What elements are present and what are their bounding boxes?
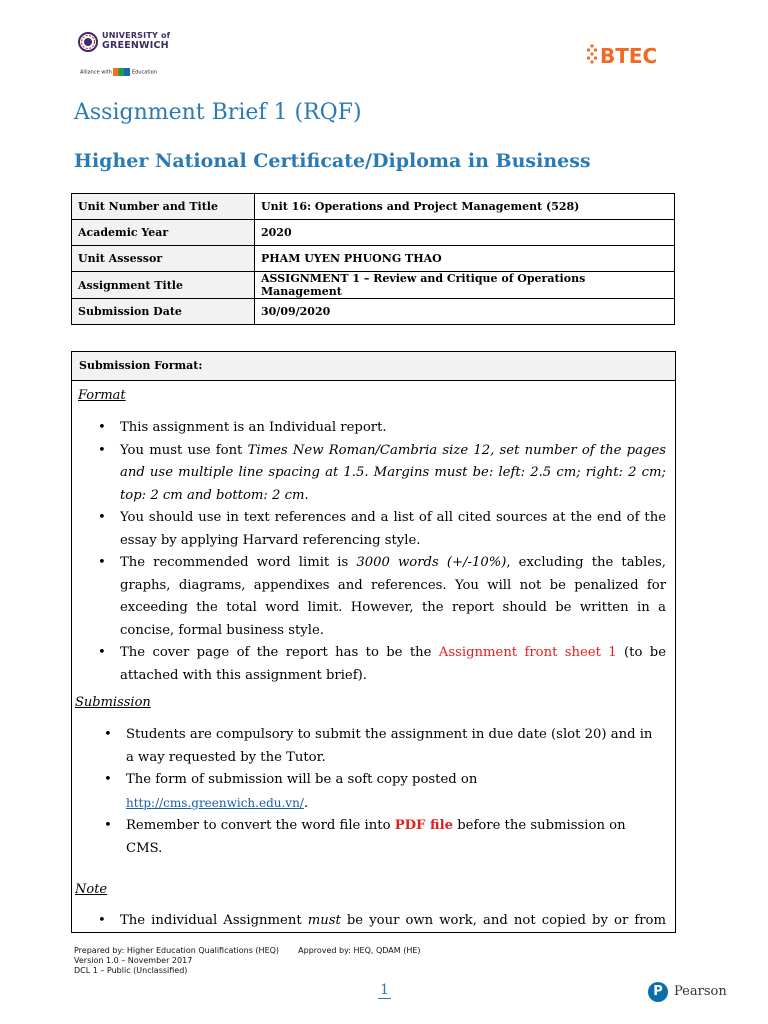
row-label: Unit Number and Title bbox=[72, 194, 255, 220]
footer-line-1 bbox=[74, 946, 421, 956]
submission-format-header: Submission Format: bbox=[72, 352, 675, 381]
row-value: 2020 bbox=[255, 220, 675, 246]
dcl-line: DCL 1 – Public (Unclassified) bbox=[74, 966, 188, 975]
list-item bbox=[94, 440, 666, 508]
pearson-wordmark: Pearson bbox=[674, 984, 727, 999]
list-item bbox=[94, 417, 666, 440]
submission-heading: Submission bbox=[75, 695, 151, 710]
format-item-3: You should use in text references and a list of all cited sources at the end of the essay by applying Harvard referencing style. bbox=[120, 510, 666, 548]
cms-link[interactable]: http://cms.greenwich.edu.vn/ bbox=[126, 795, 304, 810]
note-item-1-italic: must bbox=[307, 913, 341, 928]
page-number: 1 bbox=[380, 982, 389, 998]
list-item bbox=[100, 769, 660, 815]
submission-item-1: Students are compulsory to submit the assignment in due date (slot 20) and in a way requested by the Tutor. bbox=[126, 727, 653, 765]
university-name-line2: GREENWICH bbox=[102, 40, 169, 51]
list-item bbox=[100, 724, 660, 769]
row-label: Submission Date bbox=[72, 299, 255, 325]
prepared-by: Prepared by: Higher Education Qualifications (HEQ) bbox=[74, 946, 280, 955]
row-value: ASSIGNMENT 1 – Review and Critique of Operations Management bbox=[255, 272, 675, 299]
programme-title: Higher National Certificate/Diploma in Business bbox=[74, 150, 591, 172]
format-item-2-pre: You must use font bbox=[120, 442, 248, 458]
submission-list bbox=[100, 724, 660, 860]
note-item-1-pre: The individual Assignment bbox=[120, 913, 308, 928]
note-list bbox=[94, 910, 666, 933]
table-row bbox=[72, 194, 675, 220]
submission-item-2-post: . bbox=[303, 795, 309, 811]
row-value: Unit 16: Operations and Project Management (528) bbox=[255, 194, 675, 220]
alliance-text bbox=[80, 68, 157, 76]
submission-item-3-post: before the submission on CMS. bbox=[126, 818, 626, 856]
list-item bbox=[94, 642, 666, 687]
university-name-line1: UNIVERSITY of bbox=[102, 31, 171, 40]
list-item bbox=[94, 507, 666, 552]
approved-by: Approved by: HEQ, QDAM (HE) bbox=[298, 946, 421, 955]
footer-info bbox=[74, 946, 421, 976]
list-item bbox=[100, 815, 660, 860]
row-value: 30/09/2020 bbox=[255, 299, 675, 325]
format-item-1: This assignment is an Individual report. bbox=[120, 420, 387, 435]
format-item-4-post: , excluding the tables, graphs, diagrams, appendixes and references. You will not be penalized for exceeding the total word limit. However, the report should be written in a concise, formal business style. bbox=[120, 555, 666, 638]
format-list bbox=[94, 417, 666, 687]
table-row bbox=[72, 220, 675, 246]
format-item-4-pre: The recommended word limit is bbox=[120, 555, 357, 570]
page-title: Assignment Brief 1 (RQF) bbox=[74, 100, 362, 125]
format-item-5-post: (to be attached with this assignment brief). bbox=[120, 645, 666, 683]
alliance-post: Education bbox=[132, 69, 157, 76]
submission-item-2-pre: The form of submission will be a soft copy posted on bbox=[126, 772, 478, 787]
note-heading: Note bbox=[75, 882, 108, 897]
format-item-5-pre: The cover page of the report has to be the bbox=[120, 645, 439, 660]
table-row bbox=[72, 246, 675, 272]
submission-item-3-pre: Remember to convert the word file into bbox=[126, 818, 395, 833]
btec-logo: BTEC bbox=[600, 44, 658, 68]
note-item-1-post: be your own work, and not copied by or from bbox=[340, 913, 666, 928]
format-heading: Format bbox=[78, 388, 126, 403]
pdf-file-highlight: PDF file bbox=[394, 818, 453, 833]
table-row bbox=[72, 272, 675, 299]
list-item bbox=[94, 910, 666, 933]
assignment-front-sheet-highlight: Assignment front sheet 1 bbox=[438, 645, 617, 660]
btec-dots-icon bbox=[586, 43, 598, 65]
university-crest-icon bbox=[78, 32, 98, 52]
row-value: PHAM UYEN PHUONG THAO bbox=[255, 246, 675, 272]
alliance-pre: Alliance with bbox=[80, 69, 112, 76]
unit-info-table bbox=[71, 193, 675, 325]
row-label: Academic Year bbox=[72, 220, 255, 246]
format-item-4-italic: 3000 words (+/-10%) bbox=[356, 555, 507, 570]
university-logo bbox=[78, 30, 173, 78]
table-row bbox=[72, 299, 675, 325]
list-item bbox=[94, 552, 666, 642]
format-item-2-italic: Times New Roman/Cambria size 12, set number of the pages and use multiple line spacing at 1.5. Margins must be: left: 2.5 cm; right: 2 cm; top: 2 cm and bottom: 2 cm. bbox=[120, 442, 666, 503]
pearson-p-icon: P bbox=[648, 982, 668, 1002]
version-line: Version 1.0 – November 2017 bbox=[74, 956, 193, 965]
row-label: Unit Assessor bbox=[72, 246, 255, 272]
fpt-logo-icon bbox=[113, 68, 130, 76]
submission-format-box bbox=[71, 351, 676, 933]
row-label: Assignment Title bbox=[72, 272, 255, 299]
